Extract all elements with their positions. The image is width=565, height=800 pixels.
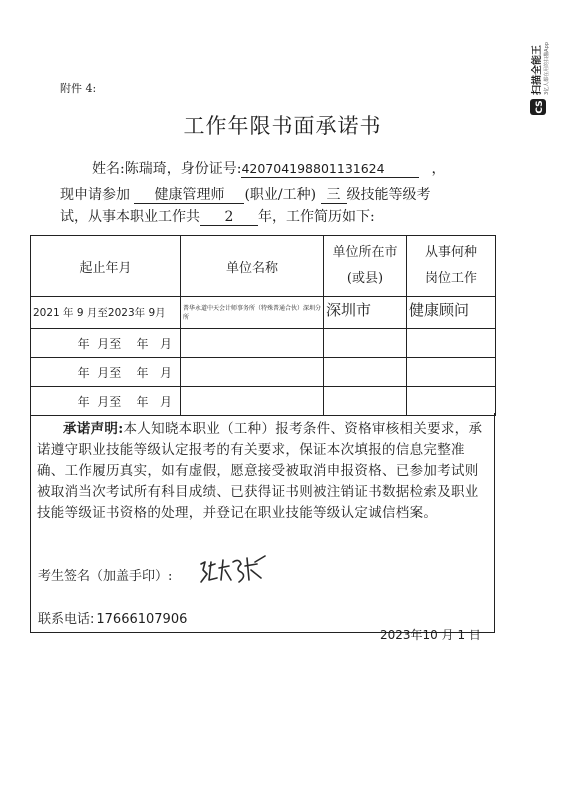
years-prefix: 试，从事本职业工作共 (60, 209, 200, 225)
phone-label: 联系电话: (38, 612, 95, 627)
row-period: 年 月至 年 月 (31, 358, 181, 387)
row-position (407, 358, 496, 387)
occupation-name: 健康管理师 (134, 187, 244, 204)
table-row (31, 387, 496, 416)
table-header-row (31, 236, 496, 297)
row-company: 普华永道中天会计师事务所（特殊普通合伙）深圳分所 (181, 297, 324, 329)
page-title: 工作年限书面承诺书 (183, 114, 382, 138)
row-company (181, 358, 324, 387)
row-city (324, 358, 407, 387)
watermark-brand: 扫描全能王 (532, 45, 543, 95)
apply-suffix: 级技能等级考 (346, 187, 431, 203)
row-period: 年 月至 年 月 (31, 387, 181, 416)
header-company: 单位名称 (181, 236, 324, 297)
signature-label: 考生签名（加盖手印）: (38, 569, 173, 584)
skill-level: 三 (321, 187, 347, 204)
row-position (407, 387, 496, 416)
application-line-1 (60, 184, 431, 204)
line-trail: ， (431, 161, 446, 177)
declaration-heading: 承诺声明: (63, 421, 124, 437)
watermark-tagline: 3亿人都在用的扫描App (544, 42, 550, 95)
row-company (181, 387, 324, 416)
row-period: 年 月至 年 月 (31, 329, 181, 358)
years-value: 2 (200, 209, 258, 226)
phone-line (38, 608, 187, 627)
id-number: 420704198801131624 (241, 161, 419, 178)
applicant-line (92, 158, 445, 178)
row-city: 深圳市 (324, 297, 407, 329)
handwritten-signature (195, 550, 275, 594)
row-period: 2021 年 9 月至2023年 9月 (31, 297, 181, 329)
header-city: 单位所在市 (或县) (324, 236, 407, 297)
applicant-name: 陈瑞琦 (124, 161, 167, 177)
row-position: 健康顾问 (407, 297, 496, 329)
declaration-body: 本人知晓本职业（工种）报考条件、资格审核相关要求，承诺遵守职业技能等级认定报考的有关要求，保证本次填报的信息完整准确、工作履历真实，如有虚假，愿意接受被取消申报资格、已参加考试则被取消当次考试所有科目成绩、已获得证书则被注销证书数据检索及职业技能等级证书资格的处理，并登记在职业技能等级认定诚信档案。 (37, 421, 483, 521)
watermark-badge: CS (535, 100, 545, 114)
application-line-2 (60, 206, 375, 226)
table-row (31, 329, 496, 358)
declaration-text (37, 419, 487, 524)
row-city (324, 387, 407, 416)
table-row (31, 358, 496, 387)
years-suffix: 年，工作简历如下: (258, 209, 375, 225)
id-label: ，身份证号: (166, 161, 242, 177)
name-label: 姓名: (92, 161, 125, 177)
row-position (407, 329, 496, 358)
apply-prefix: 现申请参加 (60, 187, 130, 203)
declaration-box (30, 413, 495, 633)
table-row (31, 297, 496, 329)
row-company (181, 329, 324, 358)
work-history-table (30, 235, 496, 416)
row-city (324, 329, 407, 358)
scanner-watermark (527, 8, 549, 118)
occupation-note: (职业/工种) (244, 187, 317, 203)
signed-date: 2023年10 月 1 日 (380, 628, 481, 642)
annex-label: 附件 4: (60, 82, 97, 95)
phone-number: 17666107906 (96, 612, 188, 627)
header-period: 起止年月 (31, 236, 181, 297)
header-position: 从事何种 岗位工作 (407, 236, 496, 297)
